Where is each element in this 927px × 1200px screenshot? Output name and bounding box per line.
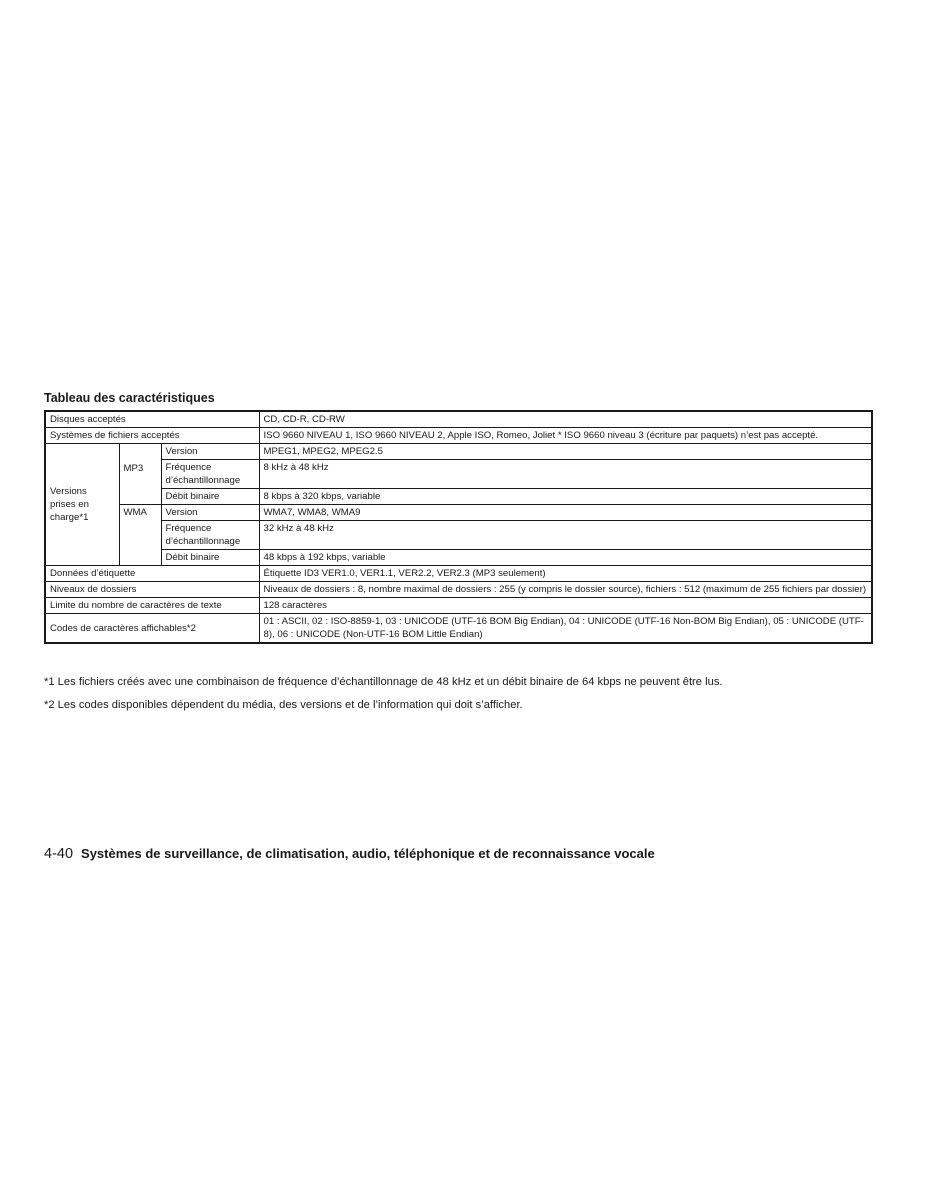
table-row [45, 614, 872, 644]
row-value: 01 : ASCII, 02 : ISO-8859-1, 03 : UNICODE (UTF-16 BOM Big Endian), 04 : UNICODE (UTF-16 Non-BOM Big Endian), 05 : UNICODE (UTF-8), 06 : UNICODE (Non-UTF-16 BOM Little Endian) [259, 614, 872, 644]
table-row [45, 521, 872, 550]
table-row [45, 505, 872, 521]
versions-label: Versions prises en charge*1 [45, 444, 119, 566]
row-value: MPEG1, MPEG2, MPEG2.5 [259, 444, 872, 460]
row-label: Version [161, 444, 259, 460]
row-value: 48 kbps à 192 kbps, variable [259, 550, 872, 566]
row-value: Étiquette ID3 VER1.0, VER1.1, VER2.2, VER2.3 (MP3 seulement) [259, 566, 872, 582]
row-value: 32 kHz à 48 kHz [259, 521, 872, 550]
table-row [45, 460, 872, 489]
table-row [45, 566, 872, 582]
row-value: 128 caractères [259, 598, 872, 614]
row-value: 8 kHz à 48 kHz [259, 460, 872, 489]
row-value: WMA7, WMA8, WMA9 [259, 505, 872, 521]
footnote-2: *2 Les codes disponibles dépendent du média, des versions et de l’information qui doit s’afficher. [44, 699, 523, 711]
table-row [45, 582, 872, 598]
table-row [45, 489, 872, 505]
row-value: Niveaux de dossiers : 8, nombre maximal de dossiers : 255 (y compris le dossier source), fichiers : 512 (maximum de 255 fichiers par dossier) [259, 582, 872, 598]
row-label: Débit binaire [161, 489, 259, 505]
table-row [45, 428, 872, 444]
row-label: Fréquence d’échantillonnage [161, 460, 259, 489]
format-label-mp3: MP3 [119, 444, 161, 505]
table-title: Tableau des caractéristiques [44, 391, 215, 405]
row-label: Codes de caractères affichables*2 [45, 614, 259, 644]
table-row [45, 444, 872, 460]
page-footer [44, 846, 655, 862]
page-number: 4-40 [44, 846, 74, 862]
format-label-wma: WMA [119, 505, 161, 566]
row-label: Limite du nombre de caractères de texte [45, 598, 259, 614]
footnote-1: *1 Les fichiers créés avec une combinaison de fréquence d’échantillonnage de 48 kHz et un débit binaire de 64 kbps ne peuvent être lus. [44, 676, 723, 688]
row-value: CD, CD-R, CD-RW [259, 411, 872, 428]
row-label: Fréquence d’échantillonnage [161, 521, 259, 550]
table-row [45, 598, 872, 614]
row-value: ISO 9660 NIVEAU 1, ISO 9660 NIVEAU 2, Apple ISO, Romeo, Joliet * ISO 9660 niveau 3 (écriture par paquets) n’est pas accepté. [259, 428, 872, 444]
row-label: Version [161, 505, 259, 521]
table-row [45, 550, 872, 566]
spec-table [44, 410, 873, 644]
row-label: Niveaux de dossiers [45, 582, 259, 598]
row-label: Systèmes de fichiers acceptés [45, 428, 259, 444]
row-label: Données d’étiquette [45, 566, 259, 582]
chapter-title: Systèmes de surveillance, de climatisation, audio, téléphonique et de reconnaissance vocale [81, 846, 655, 861]
row-label: Disques acceptés [45, 411, 259, 428]
row-value: 8 kbps à 320 kbps, variable [259, 489, 872, 505]
row-label: Débit binaire [161, 550, 259, 566]
table-row [45, 411, 872, 428]
